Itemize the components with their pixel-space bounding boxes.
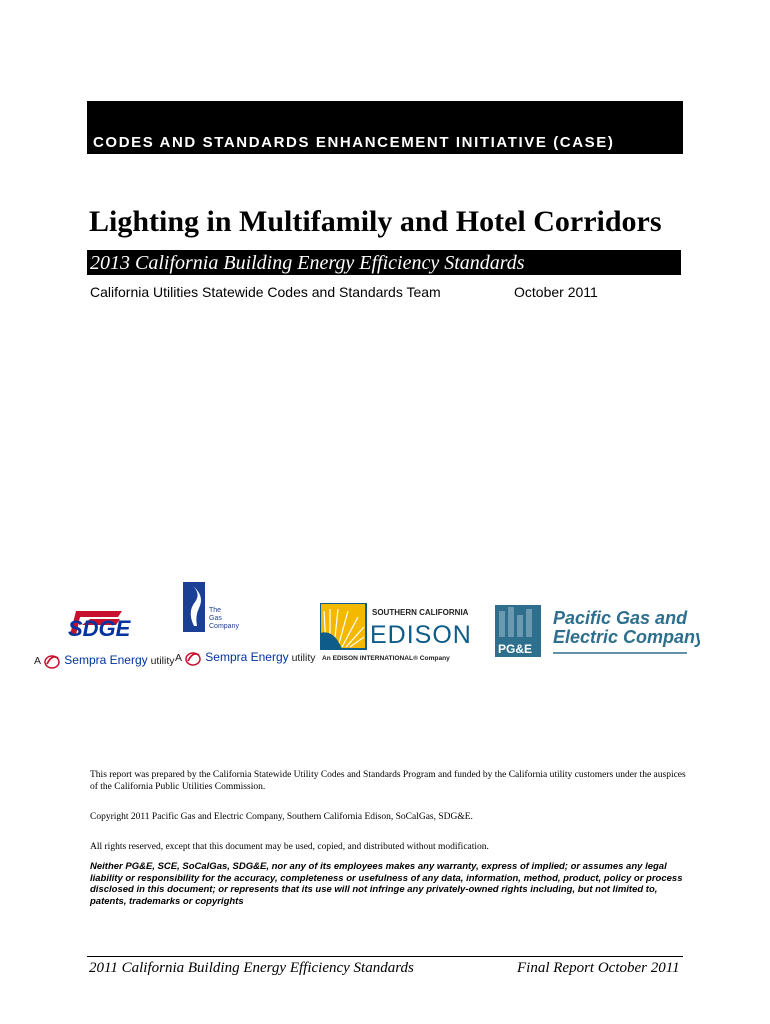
document-title: Lighting in Multifamily and Hotel Corridors bbox=[89, 205, 662, 238]
footer-divider bbox=[87, 956, 683, 957]
publication-date: October 2011 bbox=[514, 284, 598, 300]
gas-tagline-prefix: A bbox=[175, 651, 182, 664]
pge-logo bbox=[495, 605, 700, 660]
sdge-utility-label: utility bbox=[150, 654, 175, 667]
gas-sempra-name: Sempra Energy bbox=[205, 649, 289, 664]
edison-tagline: An EDISON INTERNATIONAL® Company bbox=[322, 655, 450, 662]
sdge-sempra-name: Sempra Energy bbox=[64, 652, 148, 667]
pge-monogram: PG&E bbox=[498, 642, 533, 656]
copyright-notice: Copyright 2011 Pacific Gas and Electric Company, Southern California Edison, SoCalGas, SDG&E. bbox=[90, 812, 473, 822]
prepared-statement: This report was prepared by the California Statewide Utility Codes and Standards Program and funded by the California utility customers under the auspices of the California Public Utilities Commission. bbox=[90, 770, 686, 792]
footer-report-date: Final Report October 2011 bbox=[517, 960, 680, 976]
sdge-tagline-prefix: A bbox=[34, 654, 41, 667]
gas-company-line1: The bbox=[209, 607, 222, 614]
sdge-logo bbox=[34, 605, 175, 667]
gas-company-line2: Gas bbox=[209, 615, 222, 622]
sdge-tagline bbox=[34, 652, 175, 670]
footer-standards: 2011 California Building Energy Efficiency Standards bbox=[89, 960, 414, 976]
pge-name-line2: Electric Company bbox=[553, 627, 700, 647]
sempra-bird-icon bbox=[184, 649, 202, 667]
pge-name-line1: Pacific Gas and bbox=[553, 608, 688, 628]
gas-company-line3: Company bbox=[209, 623, 239, 630]
author-team: California Utilities Statewide Codes and Standards Team bbox=[90, 284, 441, 300]
edison-mark-icon bbox=[320, 603, 485, 663]
legal-disclaimer: Neither PG&E, SCE, SoCalGas, SDG&E, nor any of its employees makes any warranty, express of implied; or assumes any legal liability or responsibility for the accuracy, completeness or usefulness of any data, information, method, product, policy or process disclosed in this document; or represents that its use will not infringe any privately-owned rights including, but not limited to, patents, trademarks or copyrights bbox=[90, 861, 683, 907]
document-subtitle: 2013 California Building Energy Efficiency Standards bbox=[87, 250, 681, 275]
header-bar bbox=[87, 101, 683, 129]
rights-notice: All rights reserved, except that this document may be used, copied, and distributed without modification. bbox=[90, 842, 489, 852]
gas-utility-label: utility bbox=[291, 651, 316, 664]
edison-top-text: SOUTHERN CALIFORNIA bbox=[372, 608, 469, 617]
gas-company-logo bbox=[175, 582, 316, 668]
sdge-wordmark: SDGE bbox=[68, 616, 131, 641]
edison-logo bbox=[320, 603, 485, 663]
gas-company-flame-icon bbox=[175, 582, 245, 634]
case-banner: CODES AND STANDARDS ENHANCEMENT INITIATIVE (CASE) bbox=[87, 129, 683, 154]
edison-wordmark: EDISON bbox=[370, 621, 472, 649]
sdge-mark-icon bbox=[34, 605, 164, 641]
gas-company-tagline bbox=[175, 649, 316, 667]
sempra-bird-icon bbox=[43, 652, 61, 670]
pge-mark-icon bbox=[495, 605, 700, 660]
